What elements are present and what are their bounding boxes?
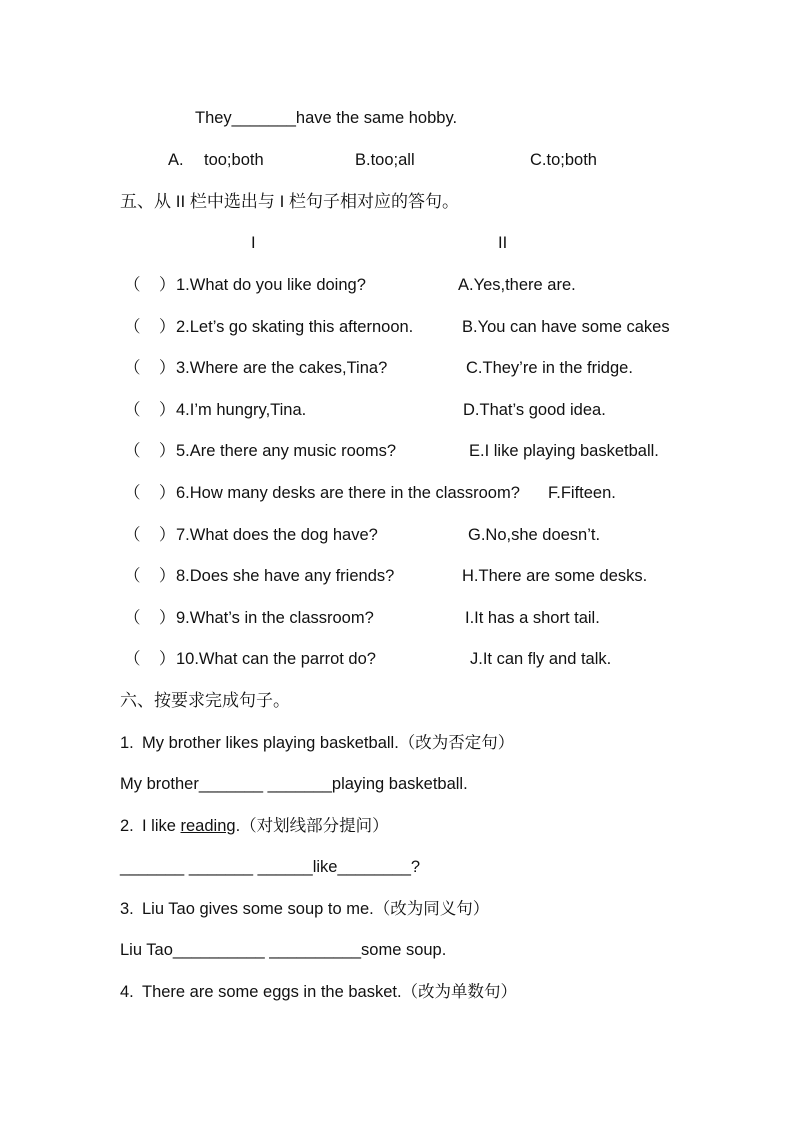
- option-a-text: too;both: [204, 151, 264, 169]
- answer-paren[interactable]: （ ）: [124, 567, 176, 585]
- item-number: 4.: [120, 983, 134, 1001]
- answer-paren[interactable]: （ ）: [124, 401, 176, 419]
- item-number: 1.: [120, 734, 134, 752]
- item-number: 2.: [120, 817, 134, 835]
- option-b: B.too;all: [355, 151, 415, 169]
- item-answer-line[interactable]: Liu Tao__________ __________some soup.: [120, 941, 447, 959]
- answer-item: A.Yes,there are.: [458, 276, 576, 294]
- item-prompt: There are some eggs in the basket.（改为单数句）: [142, 983, 518, 1001]
- question-item: 2.Let’s go skating this afternoon.: [176, 318, 414, 336]
- question-item: 4.I’m hungry,Tina.: [176, 401, 307, 419]
- prompt-instruction: .（对划线部分提问）: [235, 817, 389, 835]
- question-item: 3.Where are the cakes,Tina?: [176, 359, 388, 377]
- question-item: 1.What do you like doing?: [176, 276, 366, 294]
- answer-item: F.Fifteen.: [548, 484, 616, 502]
- answer-paren[interactable]: （ ）: [124, 526, 176, 544]
- answer-item: I.It has a short tail.: [465, 609, 600, 627]
- answer-item: G.No,she doesn’t.: [468, 526, 601, 544]
- answer-item: J.It can fly and talk.: [470, 650, 612, 668]
- column-2-header: II: [498, 234, 508, 252]
- answer-paren[interactable]: （ ）: [124, 442, 176, 460]
- question-item: 9.What’s in the classroom?: [176, 609, 374, 627]
- answer-item: D.That’s good idea.: [463, 401, 606, 419]
- answer-item: H.There are some desks.: [462, 567, 648, 585]
- answer-paren[interactable]: （ ）: [124, 359, 176, 377]
- answer-paren[interactable]: （ ）: [124, 484, 176, 502]
- option-a-label: A.: [168, 151, 184, 169]
- item-answer-line[interactable]: My brother_______ _______playing basketball.: [120, 775, 468, 793]
- answer-paren[interactable]: （ ）: [124, 318, 176, 336]
- answer-paren[interactable]: （ ）: [124, 609, 176, 627]
- prompt-text: I like: [142, 817, 181, 835]
- question-item: 6.How many desks are there in the classroom?: [176, 484, 520, 502]
- question-item: 8.Does she have any friends?: [176, 567, 395, 585]
- question-sentence: They_______have the same hobby.: [195, 109, 458, 127]
- item-prompt: [142, 816, 389, 836]
- section-6-title: 六、按要求完成句子。: [120, 691, 290, 710]
- answer-paren[interactable]: （ ）: [124, 276, 176, 294]
- answer-item: E.I like playing basketball.: [469, 442, 659, 460]
- option-c: C.to;both: [530, 151, 597, 169]
- item-answer-line[interactable]: _______ _______ ______like________?: [120, 858, 421, 876]
- question-item: 5.Are there any music rooms?: [176, 442, 397, 460]
- column-1-header: I: [251, 234, 256, 252]
- underlined-word: reading: [180, 817, 236, 835]
- item-number: 3.: [120, 900, 134, 918]
- section-5-title: 五、从 II 栏中选出与 I 栏句子相对应的答句。: [120, 192, 460, 211]
- item-prompt: My brother likes playing basketball.（改为否定句）: [142, 734, 515, 752]
- answer-item: B.You can have some cakes: [462, 318, 670, 336]
- question-item: 10.What can the parrot do?: [176, 650, 376, 668]
- question-item: 7.What does the dog have?: [176, 526, 378, 544]
- answer-item: C.They’re in the fridge.: [466, 359, 633, 377]
- item-prompt: Liu Tao gives some soup to me.（改为同义句）: [142, 900, 490, 918]
- answer-paren[interactable]: （ ）: [124, 650, 176, 668]
